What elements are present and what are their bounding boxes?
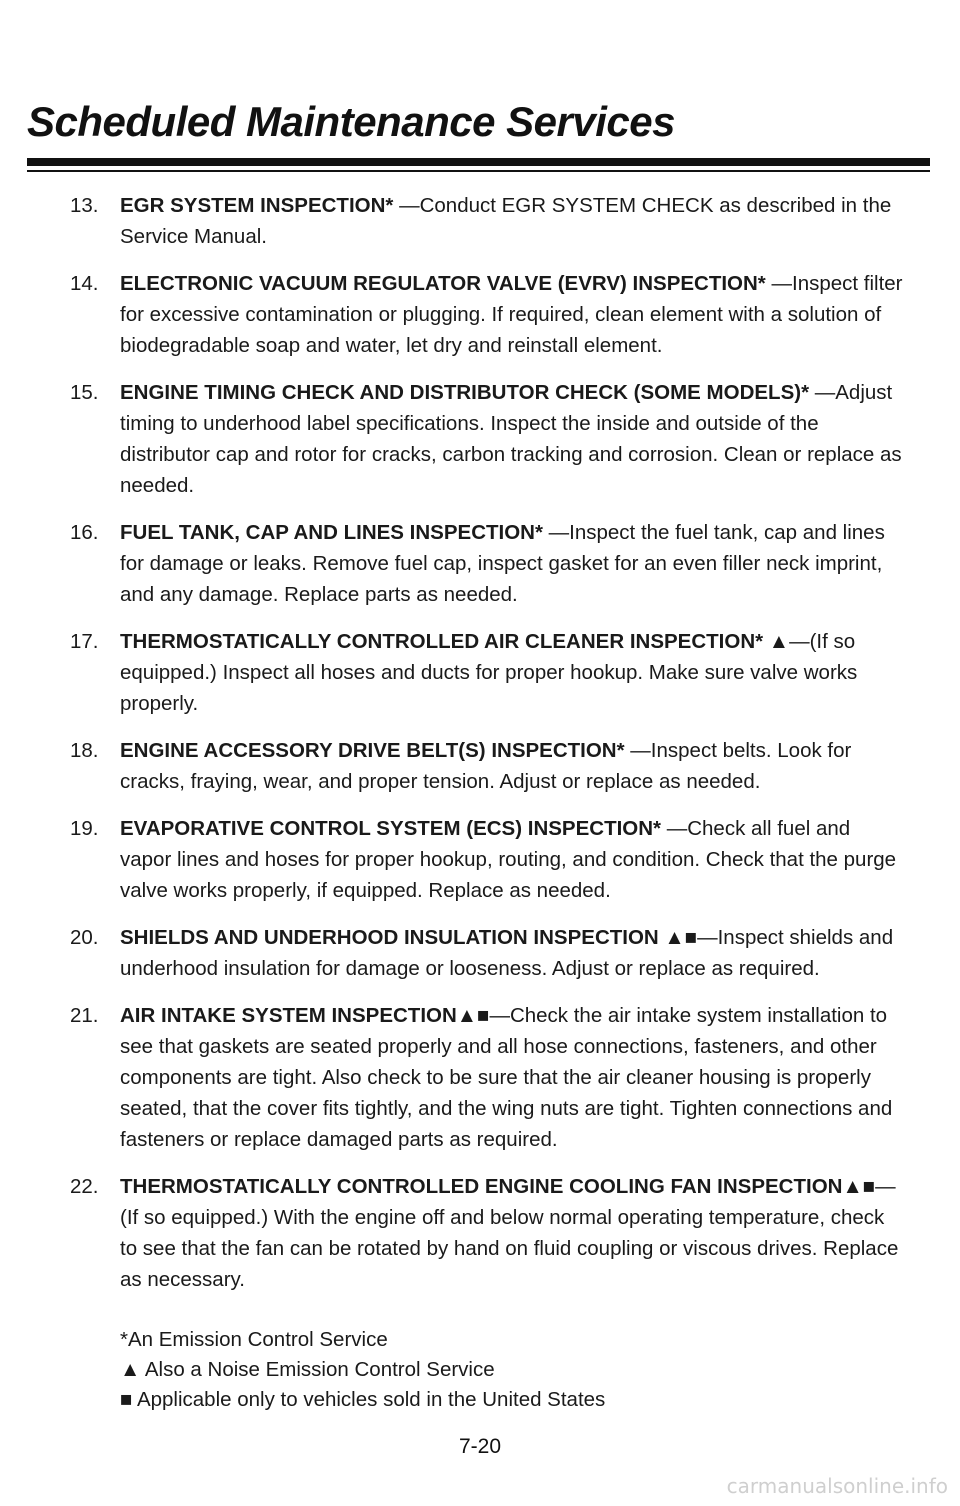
item-number: 21. bbox=[70, 1004, 99, 1027]
item-heading: ELECTRONIC VACUUM REGULATOR VALVE (EVRV) INSPECTION* bbox=[120, 272, 766, 295]
item-text: —Conduct EGR SYSTEM CHECK as described in the Service Manual. bbox=[120, 194, 892, 248]
footnotes bbox=[120, 1325, 605, 1415]
list-item bbox=[0, 517, 960, 610]
item-heading: ENGINE TIMING CHECK AND DISTRIBUTOR CHECK (SOME MODELS)* bbox=[120, 381, 810, 404]
item-heading: EGR SYSTEM INSPECTION* bbox=[120, 194, 394, 217]
page-title: Scheduled Maintenance Services bbox=[27, 98, 675, 145]
watermark: carmanualsonline.info bbox=[726, 1474, 948, 1498]
item-number: 19. bbox=[70, 817, 99, 840]
item-number: 13. bbox=[70, 194, 99, 217]
item-number: 14. bbox=[70, 272, 99, 295]
list-item bbox=[0, 377, 960, 501]
footnote-emission: *An Emission Control Service bbox=[120, 1328, 388, 1351]
item-text: —Inspect the fuel tank, cap and lines for damage or leaks. Remove fuel cap, inspect gasket for an even filler neck imprint, and any damage. Replace parts as needed. bbox=[120, 521, 885, 606]
page-number: 7-20 bbox=[458, 1435, 502, 1458]
item-heading: SHIELDS AND UNDERHOOD INSULATION INSPECTION ▲■ bbox=[120, 926, 698, 949]
item-text: —Adjust timing to underhood label specifications. Inspect the inside and outside of the distributor cap and rotor for cracks, carbon tracking and corrosion. Clean or replace as needed. bbox=[120, 381, 902, 497]
list-item bbox=[0, 1000, 960, 1155]
item-number: 22. bbox=[70, 1175, 99, 1198]
footnote-noise: ▲ Also a Noise Emission Control Service bbox=[120, 1358, 495, 1381]
item-heading: ENGINE ACCESSORY DRIVE BELT(S) INSPECTION* bbox=[120, 739, 625, 762]
maintenance-list bbox=[0, 190, 960, 1311]
item-text: —Check all fuel and vapor lines and hoses for proper hookup, routing, and condition. Check that the purge valve works properly, if equipped. Replace as needed. bbox=[120, 817, 897, 902]
item-text: —(If so equipped.) With the engine off and below normal operating temperature, check to see that the fan can be rotated by hand on fluid coupling or viscous drives. Replace as necessary. bbox=[120, 1175, 899, 1291]
item-heading: THERMOSTATICALLY CONTROLLED ENGINE COOLING FAN INSPECTION▲■ bbox=[120, 1175, 876, 1198]
item-number: 16. bbox=[70, 521, 99, 544]
item-number: 18. bbox=[70, 739, 99, 762]
item-heading: EVAPORATIVE CONTROL SYSTEM (ECS) INSPECTION* bbox=[120, 817, 662, 840]
list-item bbox=[0, 626, 960, 719]
item-heading: FUEL TANK, CAP AND LINES INSPECTION* bbox=[120, 521, 543, 544]
list-item bbox=[0, 735, 960, 797]
footnote-us-only: ■ Applicable only to vehicles sold in the United States bbox=[120, 1388, 606, 1411]
item-number: 15. bbox=[70, 381, 99, 404]
list-item bbox=[0, 268, 960, 361]
item-number: 17. bbox=[70, 630, 99, 653]
item-text: —Inspect belts. Look for cracks, fraying, wear, and proper tension. Adjust or replace as needed. bbox=[120, 739, 852, 793]
item-heading: THERMOSTATICALLY CONTROLLED AIR CLEANER INSPECTION* bbox=[120, 630, 764, 653]
item-text: —Inspect filter for excessive contamination or plugging. If required, clean element with a solution of biodegradable soap and water, let dry and reinstall element. bbox=[120, 272, 903, 357]
item-text: —Inspect shields and underhood insulation for damage or looseness. Adjust or replace as required. bbox=[120, 926, 894, 980]
list-item bbox=[0, 922, 960, 984]
list-item bbox=[0, 190, 960, 252]
list-item bbox=[0, 1171, 960, 1295]
item-heading: AIR INTAKE SYSTEM INSPECTION▲■ bbox=[120, 1004, 490, 1027]
item-text: ▲—(If so equipped.) Inspect all hoses and ducts for proper hookup. Make sure valve works properly. bbox=[120, 630, 858, 715]
item-text: —Check the air intake system installation to see that gaskets are seated properly and all hose connections, fasteners, and other components are tight. Also check to be sure that the air cleaner housing is properly seated, that the cover fits tightly, and the wing nuts are tight. Tighten connections and fasteners or replace damaged parts as required. bbox=[120, 1004, 893, 1151]
title-rule-thick bbox=[27, 158, 930, 166]
item-number: 20. bbox=[70, 926, 99, 949]
list-item bbox=[0, 813, 960, 906]
title-rule-thin bbox=[27, 170, 930, 172]
